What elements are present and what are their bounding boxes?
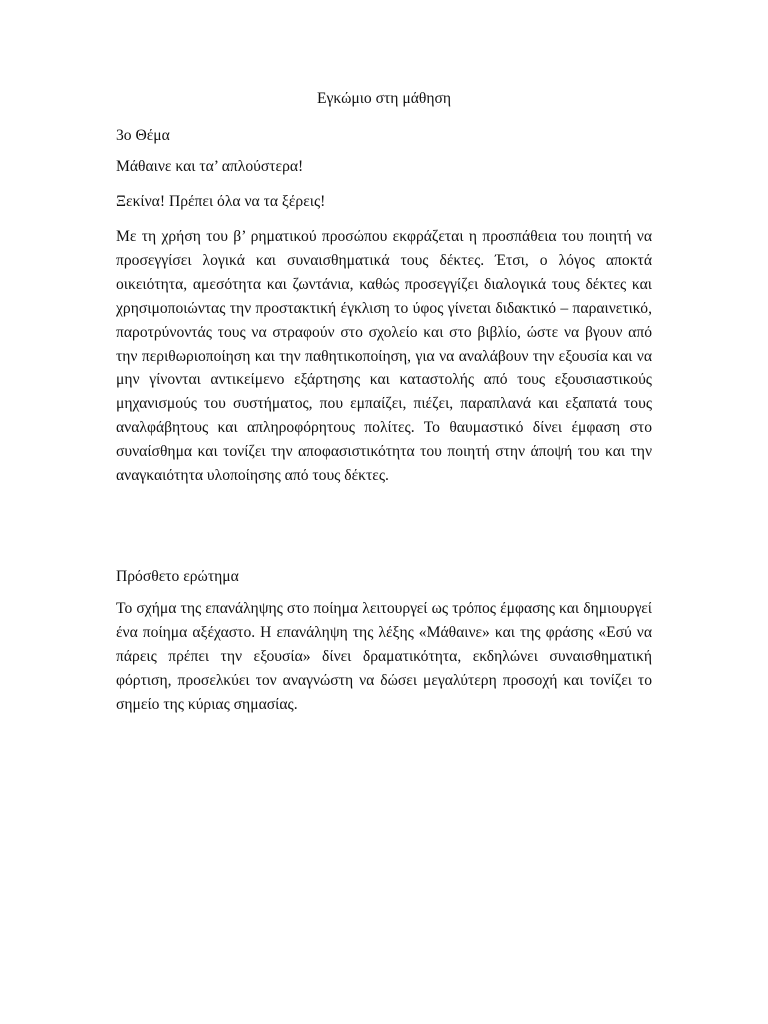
second-paragraph: Το σχήμα της επανάληψης στο ποίημα λειτουργεί ως τρόπος έμφασης και δημιουργεί ένα ποίημα αξέχαστο. Η επανάληψη της λέξης «Μάθαινε» και της φράσης «Εσύ να πάρεις πρέπει την εξουσία» δίνει δραματικότητα, εκδηλώνει συναισθηματική φόρτιση, προσελκύει τον αναγνώστη να δώσει μεγαλύτερη προσοχή και τονίζει το σημείο της κύριας σημασίας. xyxy=(116,600,652,713)
extra-question-heading: Πρόσθετο ερώτημα xyxy=(116,568,239,585)
main-paragraph: Με τη χρήση του β’ ρηματικού προσώπου εκφράζεται η προσπάθεια του ποιητή να προσεγγίσει λογικά και συναισθηματικά τους δέκτες. Έτσι, ο λόγος αποκτά οικειότητα, αμεσότητα και ζωντάνια, καθώς προσεγγίζει διαλογικά τους δέκτες και χρησιμοποιώντας την προστακτική έγκλιση το ύφος γίνεται διδακτικό – παραινετικό, παροτρύνοντάς τους να στραφούν στο σχολείο και στο βιβλίο, ώστε να βγουν από την περιθωριοποίηση και την παθητικοποίηση, για να αναλάβουν την εξουσία και να μην γίνονται αντικείμενο εξάρτησης και καταστολής από τους εξουσιαστικούς μηχανισμούς του συστήματος, που εμπαίζει, πιέζει, παραπλανά και εξαπατά τους αναλφάβητους και απληροφόρητους πολίτες. Το θαυμαστικό δίνει έμφαση στο συναίσθημα και τονίζει την αποφασιστικότητα του ποιητή στην άποψή του και την αναγκαιότητα υλοποίησης από τους δέκτες. xyxy=(116,228,652,485)
document-title: Εγκώμιο στη μάθηση xyxy=(316,90,452,107)
subtitle-line-1: Μάθαινε και τα’ απλούστερα! xyxy=(116,158,304,175)
topic-heading: 3ο Θέμα xyxy=(116,127,170,144)
subtitle-line-2: Ξεκίνα! Πρέπει όλα να τα ξέρεις! xyxy=(116,193,326,210)
